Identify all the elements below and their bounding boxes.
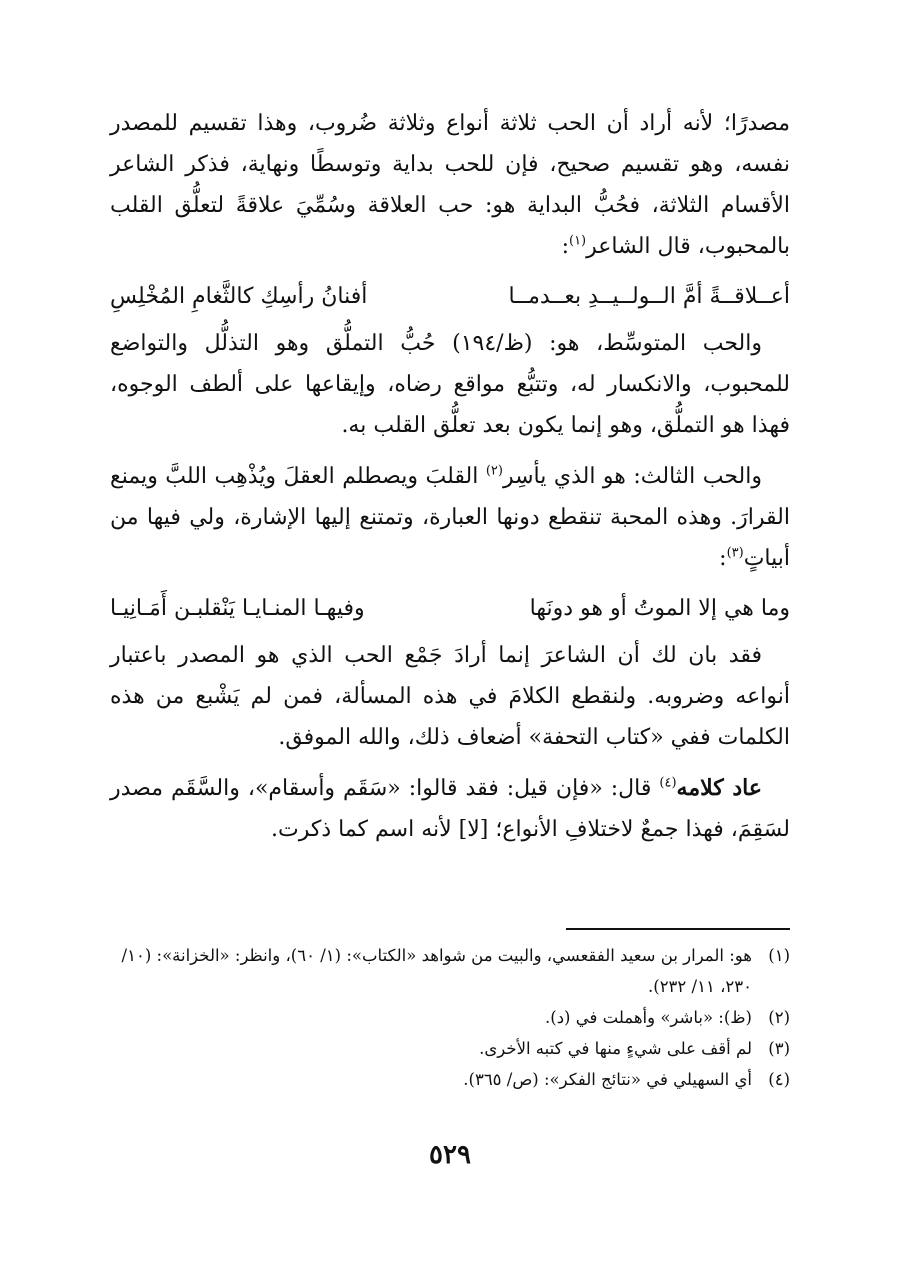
- footnote-ref-1: (١): [568, 233, 587, 249]
- verse-1-first-hemistich: أعــلاقــةً أمَّ الــولــيــدِ بعــدمــا: [508, 284, 790, 309]
- paragraph-5-text: قال: «فإن قيل: فقد قالوا: «سَقَم وأسقام»، والسَّقَم مصدر لسَقِمَ، فهذا جمعٌ لاختلافِ الأنواع؛ [لا] لأنه اسم كما ذكرت.: [110, 776, 790, 842]
- footnote-item: [110, 1033, 790, 1064]
- verse-1-second-hemistich: أفنانُ رأسِكِ كالثَّغامِ المُخْلِسِ: [110, 284, 368, 309]
- footnote-text: (ظ): «باشر» وأهملت في (د).: [545, 1008, 752, 1027]
- footnote-number: (٣): [768, 1039, 790, 1058]
- paragraph-2: والحب المتوسِّط، هو: (ظ/١٩٤) حُبُّ التملُّق وهو التذلُّل والتواضع للمحبوب، والانكسار له، وتتبُّع مواقع رضاه، وإيقاعها على ألطف الوجوه، فهذا هو التملُّق، وهو إنما يكون بعد تعلُّق القلب به.: [110, 331, 790, 438]
- footnote-number: (٢): [768, 1008, 790, 1027]
- paragraph-4: فقد بان لك أن الشاعرَ إنما أرادَ جَمْع الحب الذي هو المصدر باعتبار أنواعه وضروبه. ولنقطع الكلامَ في هذه المسألة، فمن لم يَشْبع من هذه الكلمات ففي «كتاب التحفة» أضعاف ذلك، والله الموفق.: [110, 643, 790, 750]
- main-text: [110, 103, 790, 850]
- paragraph-5: [110, 768, 790, 850]
- footnote-number: (٤): [768, 1070, 790, 1089]
- paragraph-3-before: والحب الثالث: هو الذي يأسِر: [502, 464, 762, 489]
- paragraph-1-tail: :: [561, 234, 569, 259]
- footnote-text: لم أقف على شيءٍ منها في كتبه الأخرى.: [479, 1039, 752, 1058]
- paragraph-1: [110, 103, 790, 267]
- verse-1: [110, 277, 790, 317]
- footnote-item: [110, 940, 790, 1002]
- footnote-ref-2: (٢): [485, 463, 503, 479]
- paragraph-1-text: مصدرًا؛ لأنه أراد أن الحب ثلاثة أنواع وثلاثة ضُروب، وهذا تقسيم للمصدر نفسه، وهو تقسيم صحيح، فإن للحب بداية وتوسطًا ونهاية، فذكر الشاعر الأقسام الثلاثة، فحُبُّ البداية هو: حب العلاقة وسُمِّيَ علاقةً لتعلُّق القلب بالمحبوب، قال الشاعر: [110, 111, 790, 259]
- paragraph-3-tail: :: [719, 546, 727, 571]
- verse-2: [110, 589, 790, 629]
- page-number: ٥٢٩: [429, 1140, 471, 1170]
- footnote-separator: [566, 928, 790, 930]
- footnote-item: [110, 1002, 790, 1033]
- footnotes: [110, 940, 790, 1095]
- paragraph-3-middle: القلبَ ويصطلم العقلَ ويُذْهِب اللبَّ ويمنع القرارَ. وهذه المحبة تنقطع دونها العبارة، وتمتنع إليها الإشارة، ولي فيها من أبياتٍ: [110, 464, 790, 571]
- footnote-ref-4: (٤): [659, 775, 677, 791]
- paragraph-3: [110, 456, 790, 579]
- paragraph-5-lead: عاد كلامه: [676, 775, 763, 801]
- footnote-ref-3: (٣): [726, 545, 744, 561]
- verse-2-first-hemistich: وما هي إلا الموتُ أو هو دونَها: [529, 596, 790, 621]
- footnote-text: أي السهيلي في «نتائج الفكر»: (ص/ ٣٦٥).: [463, 1070, 752, 1089]
- footnote-item: [110, 1064, 790, 1095]
- footnote-number: (١): [768, 946, 790, 965]
- footnote-text: هو: المرار بن سعيد الفقعسي، والبيت من شواهد «الكتاب»: (١/ ٦٠)، وانظر: «الخزانة»: (١٠/ ٢٣٠، ١١/ ٢٣٢).: [121, 946, 752, 996]
- verse-2-second-hemistich: وفيهـا المنـايـا يَنْقلبـن أَمَـانِيـا: [110, 596, 365, 621]
